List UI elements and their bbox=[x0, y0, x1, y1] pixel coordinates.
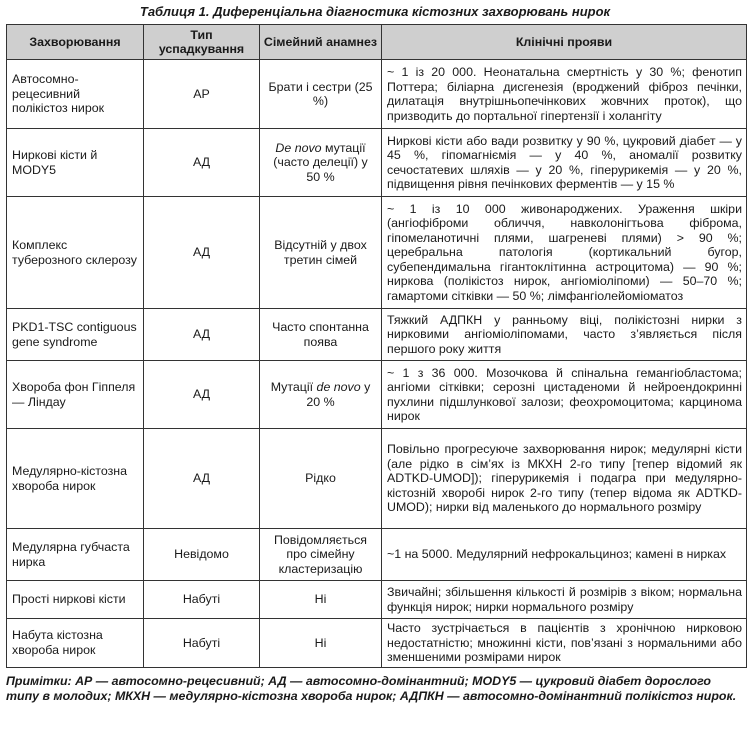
history-italic: De novo bbox=[275, 140, 322, 155]
header-inheritance: Тип успадкування bbox=[144, 25, 260, 60]
cell-inheritance: Набуті bbox=[144, 619, 260, 668]
cell-history: Відсутній у двох третин сімей bbox=[260, 197, 382, 309]
cell-disease: Медулярна губчаста нирка bbox=[7, 529, 144, 581]
cell-inheritance: Набуті bbox=[144, 581, 260, 619]
table-row bbox=[7, 361, 747, 429]
cell-inheritance: Невідомо bbox=[144, 529, 260, 581]
cell-disease: Ниркові кісти й MODY5 bbox=[7, 129, 144, 197]
cell-history bbox=[260, 129, 382, 197]
table-row bbox=[7, 429, 747, 529]
cell-history: Брати і сестри (25 %) bbox=[260, 60, 382, 129]
cell-clinical: ~ 1 із 10 000 живонароджених. Ураження шкіри (ангіофіброми обличчя, навколонігтьова фіброма, гіпомеланотичні плями, шагреневі плями) > 90 %; церебральна патологія (кортикальний бугор, субепендимальна гігантоклітинна астроцитома) — 90 %; ниркова (полікістоз нирок, ангіоміоліпоми) — 50–70 %; гамартоми сітківки — 50 %; лімфангіолейоміоматоз bbox=[382, 197, 747, 309]
table-row bbox=[7, 619, 747, 668]
cell-disease: Медулярно-кістозна хвороба нирок bbox=[7, 429, 144, 529]
table-row bbox=[7, 197, 747, 309]
cell-disease: Комплекс туберозного склерозу bbox=[7, 197, 144, 309]
table-row bbox=[7, 581, 747, 619]
cell-clinical: Тяжкий АДПКН у ранньому віці, полікістозні нирки з нирковими ангіоміоліпомами, часто з’являється після першого року життя bbox=[382, 309, 747, 361]
history-text: Мутації bbox=[270, 380, 317, 394]
cell-inheritance: АД bbox=[144, 309, 260, 361]
differential-diagnosis-table bbox=[6, 24, 747, 668]
cell-disease: PKD1-TSC contiguous gene syndrome bbox=[7, 309, 144, 361]
cell-clinical: Часто зустрічається в пацієнтів з хронічною нирковою недостатністю; множинні кісти, пов’язані з нормальними або зменшеними розмірами нирок bbox=[382, 619, 747, 668]
history-text: мутації (часто делеції) у 50 % bbox=[273, 140, 368, 184]
cell-clinical: ~ 1 із 20 000. Неонатальна смертність у 30 %; фенотип Поттера; біліарна дисгенезія (вроджений фіброз печінки, дилатація внутрішньопечінкових жовчних проток), що призводить до портальної гіпертензії і холангіту bbox=[382, 60, 747, 129]
history-italic: de novo bbox=[316, 380, 361, 394]
table-row bbox=[7, 529, 747, 581]
cell-clinical: Повільно прогресуюче захворювання нирок; медулярні кісти (але рідко в сім’ях із МКХН 2-го типу [тепер відомий як ADTKD-UMOD]); гіперурикемія і подагра при медулярно-кістозній хворобі нирок 2-го типу (тепер відома як ADTKD-UMOD); нирки від маленького до нормального розміру bbox=[382, 429, 747, 529]
cell-history: Ні bbox=[260, 581, 382, 619]
header-family-history: Сімейний анамнез bbox=[260, 25, 382, 60]
table-row bbox=[7, 60, 747, 129]
table-row bbox=[7, 309, 747, 361]
cell-inheritance: АД bbox=[144, 197, 260, 309]
cell-disease: Набута кістозна хвороба нирок bbox=[7, 619, 144, 668]
table-notes: Примітки: АР — автосомно-рецесивний; АД — автосомно-домінантний; MODY5 — цукровий діабет дорослого типу в молодих; МКХН — медулярно-кістозна хвороба нирок; АДПКН — автосомно-домінантний полікістоз нирок. bbox=[6, 673, 737, 703]
cell-clinical: Звичайні; збільшення кількості й розмірів з віком; нормальна функція нирок; нирки нормального розміру bbox=[382, 581, 747, 619]
cell-disease: Автосомно-рецесивний полікістоз нирок bbox=[7, 60, 144, 129]
cell-clinical: ~1 на 5000. Медулярний нефрокальциноз; камені в нирках bbox=[382, 529, 747, 581]
cell-disease: Прості ниркові кісти bbox=[7, 581, 144, 619]
cell-history: Ні bbox=[260, 619, 382, 668]
cell-history: Повідомляється про сімейну кластеризацію bbox=[260, 529, 382, 581]
header-clinical: Клінічні прояви bbox=[382, 25, 747, 60]
header-disease: Захворювання bbox=[7, 25, 144, 60]
cell-history bbox=[260, 361, 382, 429]
cell-inheritance: АД bbox=[144, 429, 260, 529]
table-title: Таблиця 1. Диференціальна діагностика кістозних захворювань нирок bbox=[139, 4, 611, 19]
cell-inheritance: АР bbox=[144, 60, 260, 129]
history-text-after: у 20 % bbox=[306, 380, 371, 409]
table-row bbox=[7, 129, 747, 197]
cell-history: Часто спонтанна поява bbox=[260, 309, 382, 361]
cell-history: Рідко bbox=[260, 429, 382, 529]
cell-disease: Хвороба фон Гіппеля — Ліндау bbox=[7, 361, 144, 429]
cell-clinical: Ниркові кісти або вади розвитку у 90 %, цукровий діабет — у 45 %, гіпомагніємія — у 40 %, аномалії розвитку сечостатевих шляхів — у 20 %, гіперурикемія — у 20 %, підвищення рівня печінкових ферментів — у 15 % bbox=[382, 129, 747, 197]
cell-inheritance: АД bbox=[144, 129, 260, 197]
cell-clinical: ~ 1 з 36 000. Мозочкова й спінальна гемангіобластома; ангіоми сітківки; серозні цистаденоми й нейроендокринні пухлини підшлункової залози; феохромоцитома; карцинома нирок bbox=[382, 361, 747, 429]
cell-inheritance: АД bbox=[144, 361, 260, 429]
header-row bbox=[7, 25, 747, 60]
